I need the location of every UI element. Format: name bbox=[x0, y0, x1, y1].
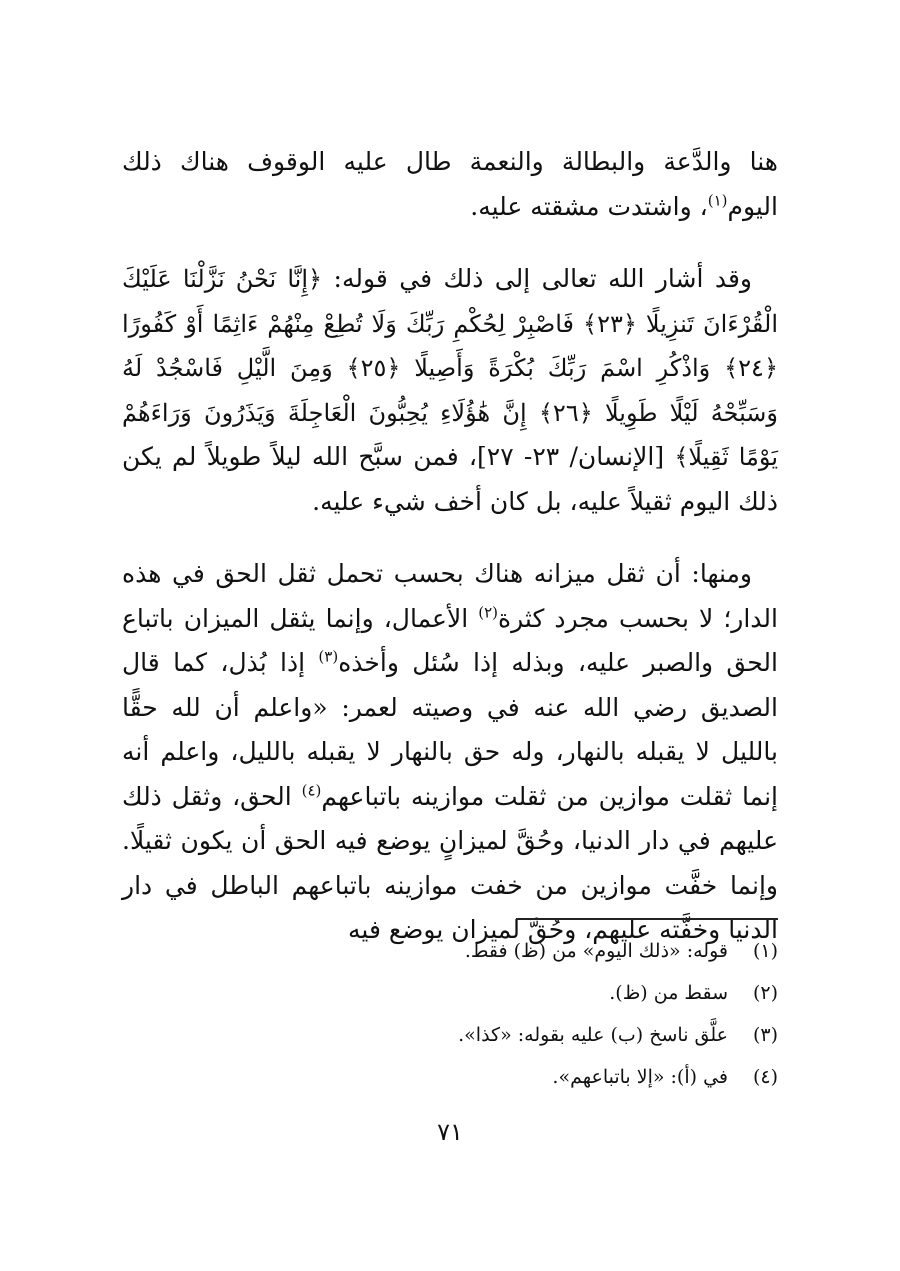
footnote-text: سقط من (ظ). bbox=[609, 982, 728, 1004]
paragraph-text: ، فمن سبَّح الله ليلاً طويلاً لم يكن ذلك اليوم ثقيلاً عليه، بل كان أخف شيء عليه. bbox=[122, 442, 778, 516]
footnote-item bbox=[122, 1056, 778, 1098]
footnote-item bbox=[122, 1014, 778, 1056]
footnote-item bbox=[122, 930, 778, 972]
paragraph-2 bbox=[122, 257, 778, 524]
footnote-number: (٣) bbox=[752, 1024, 778, 1046]
paragraph-text: إذا بُذل، كما قال الصديق رضي الله عنه في وصيته لعمر: «واعلم أن لله حقًّا بالليل لا يقبله بالنهار، وله حق بالنهار لا يقبله بالليل، واعلم أنه إنما ثقلت موازين من ثقلت موازينه باتباعهم bbox=[122, 648, 778, 811]
quran-verse: ﴿إِنَّا نَحْنُ نَزَّلْنَا عَلَيْكَ الْقُرْءَانَ تَنزِيلًا ﴿٢٣﴾ فَاصْبِرْ لِحُكْمِ رَبِّكَ وَلَا تُطِعْ مِنْهُمْ ءَاثِمًا أَوْ كَفُورًا ﴿٢٤﴾ وَاذْكُرِ اسْمَ رَبِّكَ بُكْرَةً وَأَصِيلًا ﴿٢٥﴾ وَمِنَ الَّيْلِ فَاسْجُدْ لَهُ وَسَبِّحْهُ لَيْلًا طَوِيلًا ﴿٢٦﴾ إِنَّ هَٰؤُلَاءِ يُحِبُّونَ الْعَاجِلَةَ وَيَذَرُونَ وَرَاءَهُمْ يَوْمًا ثَقِيلًا﴾ bbox=[122, 265, 779, 471]
paragraph-1 bbox=[122, 140, 778, 229]
paragraph-text: هنا والدَّعة والبطالة والنعمة طال عليه الوقوف هناك ذلك اليوم bbox=[122, 147, 778, 221]
footnote-divider bbox=[516, 918, 778, 920]
footnote-number: (٢) bbox=[752, 982, 778, 1004]
footnote-number: (٤) bbox=[752, 1066, 778, 1088]
footnote-marker-2: (٢) bbox=[478, 603, 499, 622]
footnote-number: (١) bbox=[752, 940, 778, 962]
paragraph-3 bbox=[122, 552, 778, 953]
paragraph-text: ومنها: أن ثقل ميزانه هناك بحسب تحمل ثقل الحق في هذه الدار؛ لا بحسب مجرد كثرة bbox=[122, 559, 778, 633]
footnote-marker-1: (١) bbox=[707, 191, 728, 210]
main-text bbox=[122, 140, 778, 953]
verse-reference: [الإنسان/ ٢٣- ٢٧] bbox=[477, 442, 675, 471]
page-number: ٧١ bbox=[437, 1118, 463, 1146]
paragraph-text: وقد أشار الله تعالى إلى ذلك في قوله: bbox=[322, 264, 753, 293]
paragraph-text: الحق، وثقل ذلك عليهم في دار الدنيا، وحُقَّ لميزانٍ يوضع فيه الحق أن يكون ثقيلًا. وإنما خفَّت موازين من خفت موازينه باتباعهم الباطل في دار الدنيا وخفَّته عليهم، وحُقَّ لميزان يوضع فيه bbox=[122, 781, 778, 944]
paragraph-text: ، واشتدت مشقته عليه. bbox=[470, 191, 708, 221]
footnotes-list bbox=[122, 930, 778, 1098]
footnote-marker-4: (٤) bbox=[301, 781, 322, 800]
footnote-text: قوله: «ذلك اليوم» من (ظ) فقط. bbox=[464, 940, 728, 962]
footnote-text: علَّق ناسخ (ب) عليه بقوله: «كذا». bbox=[458, 1024, 728, 1046]
paragraph-text: الأعمال، وإنما يثقل الميزان باتباع الحق والصبر عليه، وبذله إذا سُئل وأخذه bbox=[122, 603, 778, 677]
footnote-marker-3: (٣) bbox=[318, 647, 339, 666]
footnote-text: في (أ): «إلا باتباعهم». bbox=[552, 1066, 728, 1088]
footnote-item bbox=[122, 972, 778, 1014]
